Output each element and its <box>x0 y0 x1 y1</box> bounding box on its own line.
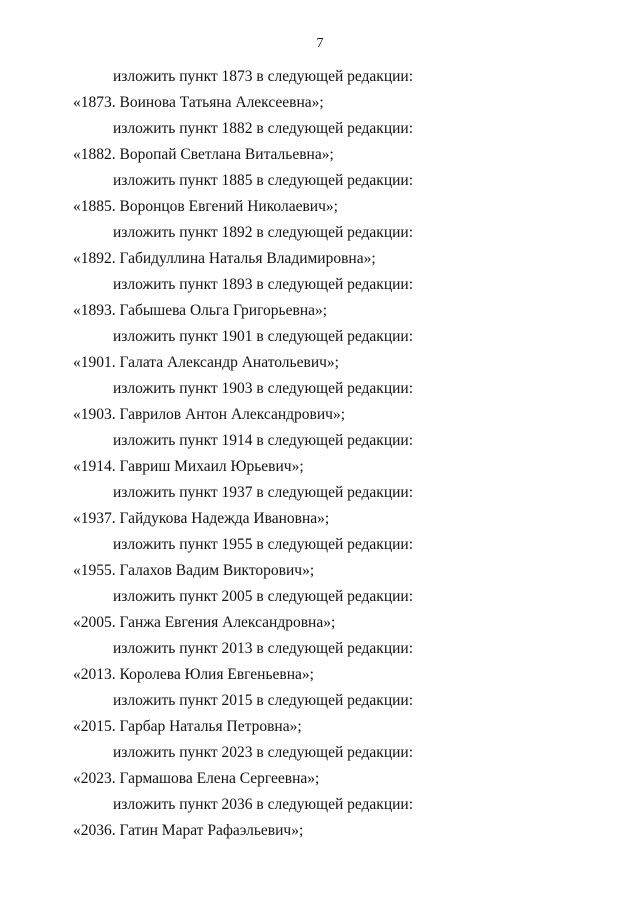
instruction-line: изложить пункт 1882 в следующей редакции: <box>113 120 414 137</box>
instruction-line: изложить пункт 1914 в следующей редакции: <box>113 432 414 449</box>
entry-line: «1892. Габидуллина Наталья Владимировна»; <box>73 250 376 267</box>
instruction-line: изложить пункт 1893 в следующей редакции: <box>113 276 414 293</box>
instruction-line: изложить пункт 1903 в следующей редакции: <box>113 380 414 397</box>
entry-line: «2005. Ганжа Евгения Александровна»; <box>73 614 336 631</box>
entry-line: «1885. Воронцов Евгений Николаевич»; <box>73 198 338 215</box>
entry-line: «1901. Галата Александр Анатольевич»; <box>73 354 339 371</box>
instruction-line: изложить пункт 2013 в следующей редакции: <box>113 640 414 657</box>
instruction-line: изложить пункт 1892 в следующей редакции: <box>113 224 414 241</box>
entry-line: «1882. Воропай Светлана Витальевна»; <box>73 146 334 163</box>
instruction-line: изложить пункт 1937 в следующей редакции: <box>113 484 414 501</box>
entry-line: «1873. Воинова Татьяна Алексеевна»; <box>73 94 324 111</box>
instruction-line: изложить пункт 1901 в следующей редакции: <box>113 328 414 345</box>
instruction-line: изложить пункт 2023 в следующей редакции: <box>113 744 414 761</box>
instruction-line: изложить пункт 1873 в следующей редакции: <box>113 68 414 85</box>
instruction-line: изложить пункт 2005 в следующей редакции: <box>113 588 414 605</box>
page-number: 7 <box>316 36 324 51</box>
entry-line: «1955. Галахов Вадим Викторович»; <box>73 562 315 579</box>
entry-line: «1937. Гайдукова Надежда Ивановна»; <box>73 510 330 527</box>
instruction-line: изложить пункт 1885 в следующей редакции: <box>113 172 414 189</box>
entry-line: «1893. Габышева Ольга Григорьевна»; <box>73 302 328 319</box>
entry-line: «2023. Гармашова Елена Сергеевна»; <box>73 770 320 787</box>
entry-line: «1914. Гавриш Михаил Юрьевич»; <box>73 458 304 475</box>
entry-line: «2013. Королева Юлия Евгеньевна»; <box>73 666 314 683</box>
entry-line: «2036. Гатин Марат Рафаэльевич»; <box>73 822 304 839</box>
instruction-line: изложить пункт 2036 в следующей редакции: <box>113 796 414 813</box>
instruction-line: изложить пункт 1955 в следующей редакции: <box>113 536 414 553</box>
entry-line: «2015. Гарбар Наталья Петровна»; <box>73 718 302 735</box>
entry-line: «1903. Гаврилов Антон Александрович»; <box>73 406 346 423</box>
instruction-line: изложить пункт 2015 в следующей редакции: <box>113 692 414 709</box>
